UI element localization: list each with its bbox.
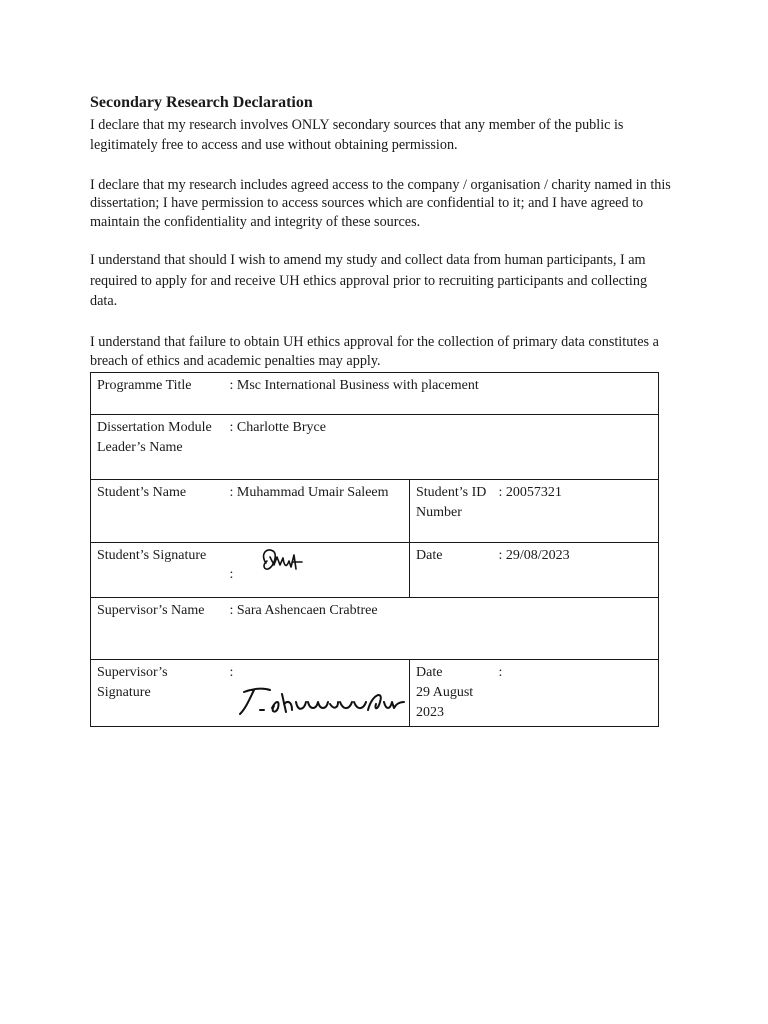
programme-title-label: Programme Title [91,373,230,415]
supervisor-name-label: Supervisor’s Name [91,598,230,660]
date2-value: 29 August 2023 [416,685,474,720]
table-row [91,415,659,480]
page-title: Secondary Research Declaration [90,94,313,111]
student-signature-label: Student’s Signature [91,543,230,598]
paragraph-amend-study: I understand that should I wish to amend my study and collect data from human participants, I am required to apply for and receive UH ethics approval prior to recruiting participants and collecting data. [90,252,648,309]
table-row [91,373,659,415]
table-row [91,543,659,598]
date-label: Date [410,543,499,598]
paragraph-agreed-access: I declare that my research includes agreed access to the company / organisation / charity named in this dissertation; I have permission to access sources which are confidential to it; and I have agreed to maintain the confidentiality and integrity of these sources. [90,177,671,230]
paragraph-ethics-breach: I understand that failure to obtain UH ethics approval for the collection of primary data constitutes a breach of ethics and academic penalties may apply. [90,334,659,369]
declaration-table [90,372,659,727]
student-signature-cell [230,543,410,598]
student-name-label: Student’s Name [91,480,230,543]
student-signature-colon: : [229,567,234,582]
module-leader-value: : Charlotte Bryce [230,415,659,480]
paragraph-secondary-sources: I declare that my research involves ONLY secondary sources that any member of the public is legitimately free to access and use without obtaining permission. [90,117,624,153]
programme-title-value: : Msc International Business with placement [230,373,659,415]
table-row [91,598,659,660]
date-value: : 29/08/2023 [499,543,659,598]
supervisor-signature-label: Supervisor’s Signature [91,660,230,727]
date2-label: Date [416,665,443,680]
supervisor-signature-icon [234,684,406,718]
supervisor-name-value: : Sara Ashencaen Crabtree [230,598,659,660]
table-row [91,660,659,727]
module-leader-label: Dissertation Module Leader’s Name [91,415,230,480]
supervisor-signature-colon: : [229,665,234,680]
student-name-value: : Muhammad Umair Saleem [230,480,410,543]
table-row [91,480,659,543]
student-id-label: Student’s ID Number [410,480,499,543]
student-signature-icon [256,543,308,581]
student-id-value: : 20057321 [499,480,659,543]
date2-colon: : [499,660,659,727]
date2-cell [410,660,499,727]
supervisor-signature-cell [230,660,410,727]
